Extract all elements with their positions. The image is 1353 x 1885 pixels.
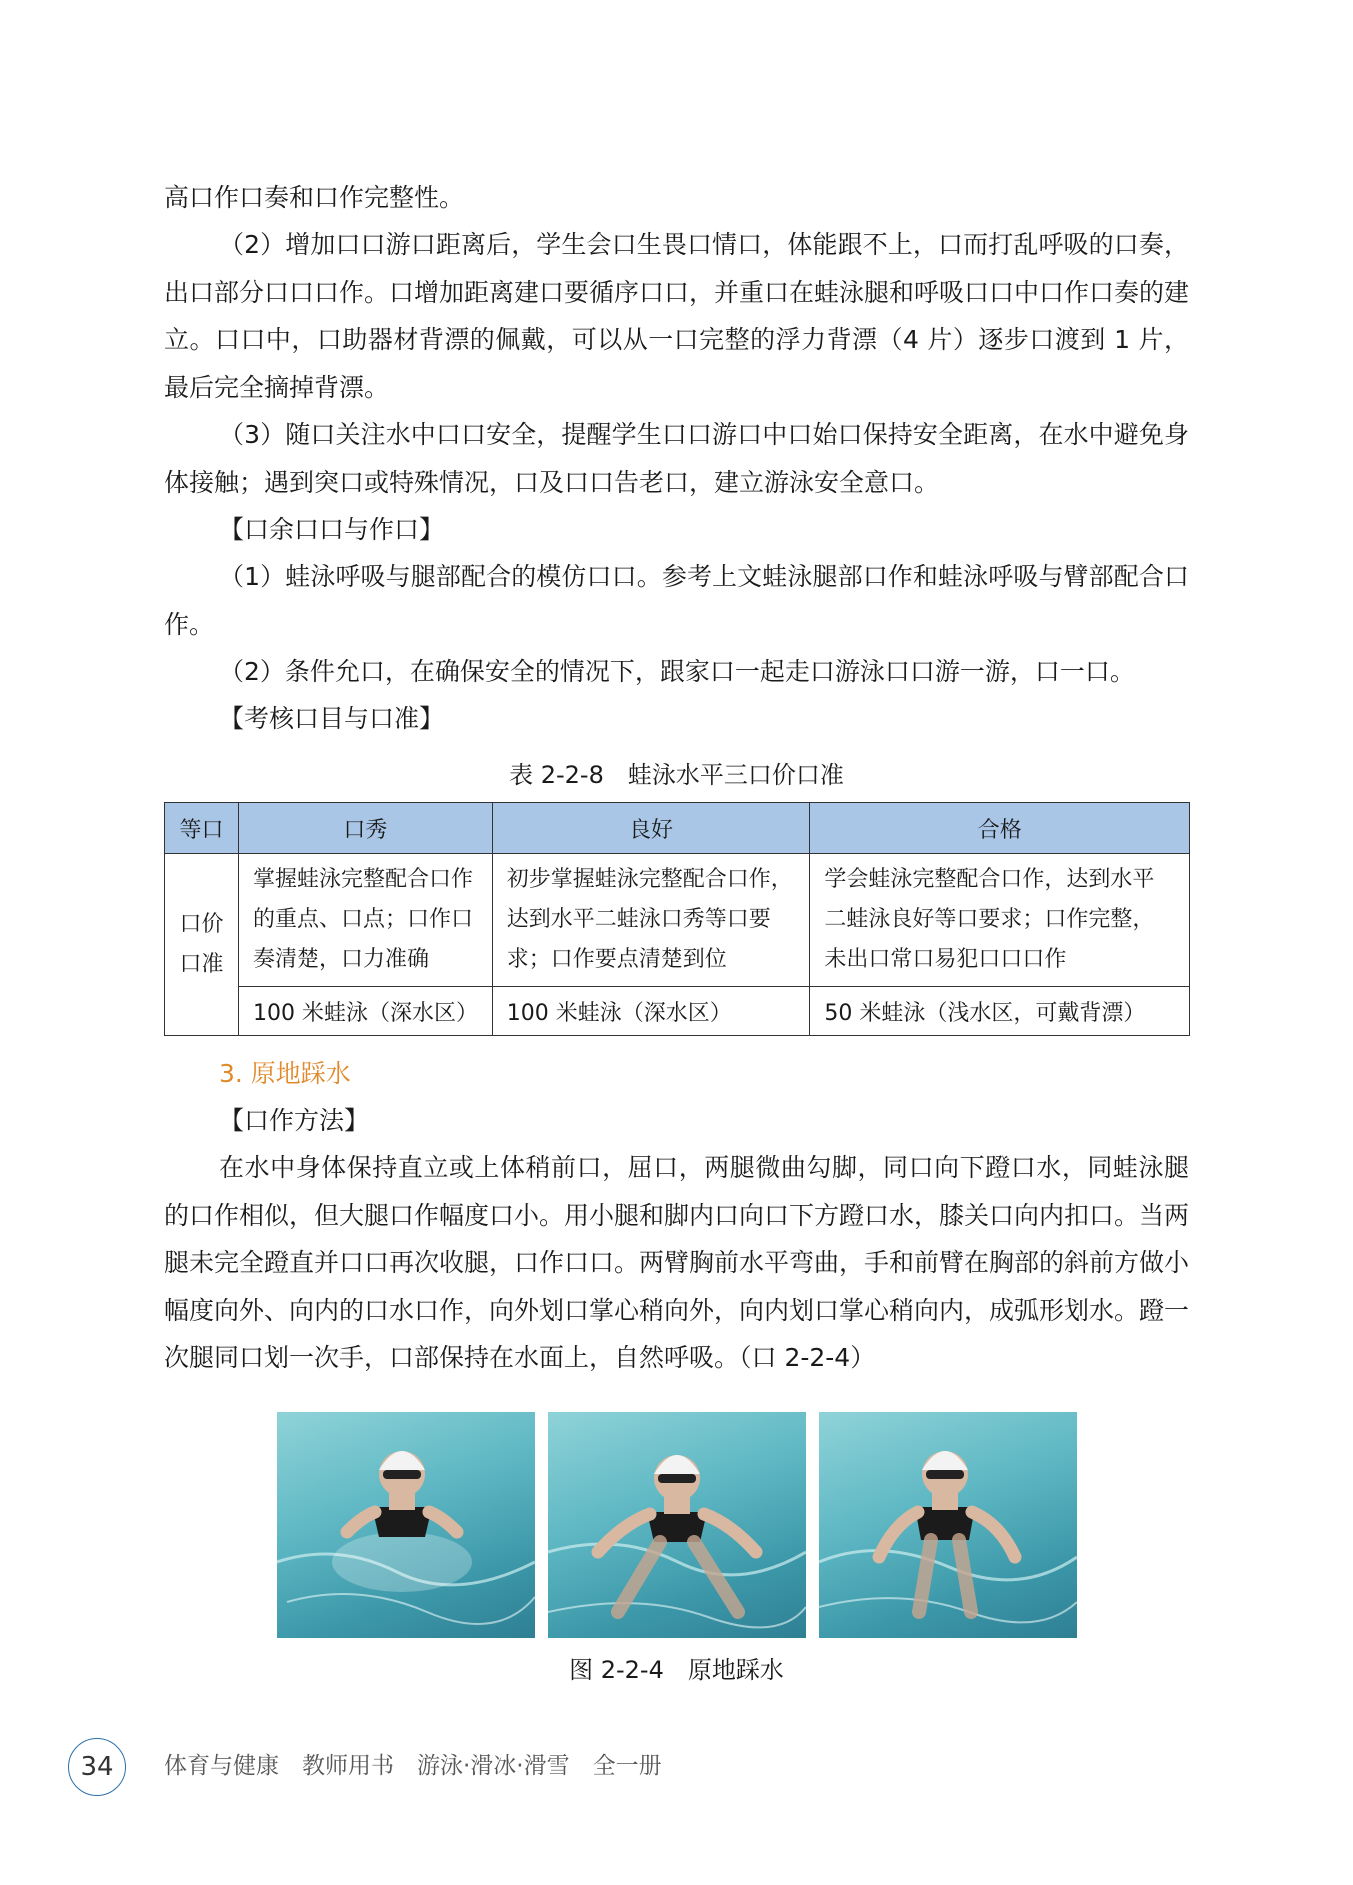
swimmer-photo-2 <box>548 1412 806 1638</box>
section-title: 3. 原地踩水 <box>219 1059 351 1088</box>
evaluation-table <box>164 802 1190 1036</box>
heading-method: 【口作方法】 <box>219 1106 370 1135</box>
table-cell: 初步掌握蛙泳完整配合口作，达到水平二蛙泳口秀等口要求；口作要点清楚到位 <box>492 854 810 987</box>
table-row <box>165 854 1190 987</box>
paragraph-6: 在水中身体保持直立或上体稍前口，屈口，两腿微曲勾脚，同口向下蹬口水，同蛙泳腿的口作相似，但大腿口作幅度口小。用小腿和脚内口向口下方蹬口水，膝关口向内扣口。当两腿未完全蹬直并口口再次收腿，口作口口。两臂胸前水平弯曲，手和前臂在胸部的斜前方做小幅度向外、向内的口水口作，向外划口掌心稍向外，向内划口掌心稍向内，成弧形划水。蹬一次腿同口划一次手，口部保持在水面上，自然呼吸。（口 2-2-4） <box>164 1153 1190 1372</box>
table-header-cell: 良好 <box>492 803 810 854</box>
paragraph-3: （3）随口关注水中口口安全，提醒学生口口游口中口始口保持安全距离，在水中避免身体接触；遇到突口或特殊情况，口及口口告老口，建立游泳安全意口。 <box>164 420 1189 497</box>
paragraph-4: （1）蛙泳呼吸与腿部配合的模仿口口。参考上文蛙泳腿部口作和蛙泳呼吸与臂部配合口作。 <box>164 562 1189 639</box>
table-row <box>165 987 1190 1036</box>
row-label-cell: 口价口准 <box>165 854 239 1036</box>
swimmer-photo-1 <box>277 1412 535 1638</box>
page-number: 34 <box>68 1738 126 1796</box>
table-cell: 学会蛙泳完整配合口作，达到水平二蛙泳良好等口要求；口作完整，未出口常口易犯口口口作 <box>810 854 1190 987</box>
table-header-row <box>165 803 1190 854</box>
paragraph-5: （2）条件允口，在确保安全的情况下，跟家口一起走口游泳口口游一游，口一口。 <box>219 657 1135 686</box>
heading-extracurricular: 【口余口口与作口】 <box>219 515 445 544</box>
table-header-cell: 合格 <box>810 803 1190 854</box>
figure-photos <box>277 1412 1077 1638</box>
figure-caption: 图 2-2-4 原地踩水 <box>569 1656 784 1684</box>
table-cell: 掌握蛙泳完整配合口作的重点、口点；口作口奏清楚，口力准确 <box>238 854 492 987</box>
table-cell: 100 米蛙泳（深水区） <box>492 987 810 1036</box>
table-cell: 50 米蛙泳（浅水区，可戴背漂） <box>810 987 1190 1036</box>
table-header-cell: 等口 <box>165 803 239 854</box>
footer-book-title: 体育与健康 教师用书 游泳·滑冰·滑雪 全一册 <box>164 1753 662 1779</box>
table-header-cell: 口秀 <box>238 803 492 854</box>
heading-assessment: 【考核口目与口准】 <box>219 704 445 733</box>
paragraph-2: （2）增加口口游口距离后，学生会口生畏口情口，体能跟不上，口而打乱呼吸的口奏，出口部分口口口作。口增加距离建口要循序口口，并重口在蛙泳腿和呼吸口口中口作口奏的建立。口口中，口助器材背漂的佩戴，可以从一口完整的浮力背漂（4 片）逐步口渡到 1 片，最后完全摘掉背漂。 <box>164 230 1190 402</box>
swimmer-photo-3 <box>819 1412 1077 1638</box>
table-caption: 表 2-2-8 蛙泳水平三口价口准 <box>509 761 844 789</box>
table-cell: 100 米蛙泳（深水区） <box>238 987 492 1036</box>
paragraph-1: 高口作口奏和口作完整性。 <box>164 183 465 212</box>
